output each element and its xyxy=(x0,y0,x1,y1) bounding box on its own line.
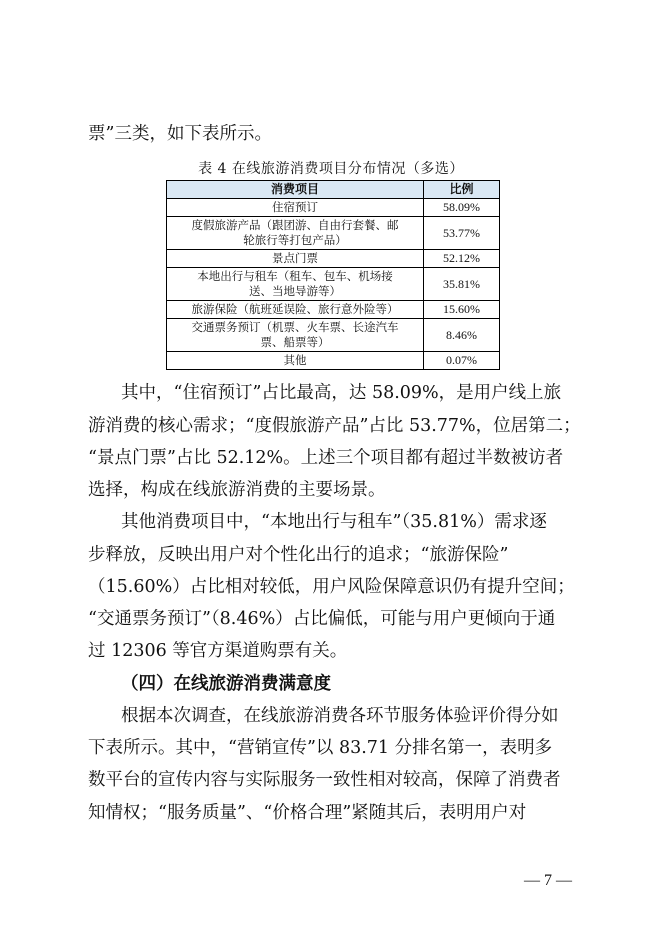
para3-line: 数平台的宣传内容与实际服务一致性相对较高，保障了消费者 xyxy=(88,770,561,790)
consumption-items-table xyxy=(166,180,500,370)
row-ratio: 15.60% xyxy=(424,301,500,319)
table-row xyxy=(167,199,500,217)
para1-line: 其中，“住宿预订”占比最高，达 58.09%，是用户线上旅 xyxy=(121,383,562,403)
section-heading: （四）在线旅游消费满意度 xyxy=(121,674,331,694)
table-row xyxy=(167,319,500,352)
para1-line: 选择，构成在线旅游消费的主要场景。 xyxy=(88,480,386,500)
para2-line: 过 12306 等官方渠道购票有关。 xyxy=(88,641,348,661)
para2-line: （15.60%）占比相对较低，用户风险保障意识仍有提升空间； xyxy=(88,577,575,597)
row-item-line2: 送、当地导游等） xyxy=(249,284,341,298)
para2-line: 其他消费项目中，“本地出行与租车”（35.81%）需求逐 xyxy=(121,512,547,532)
table-row xyxy=(167,217,500,250)
table-row xyxy=(167,301,500,319)
intro-line: 票”三类，如下表所示。 xyxy=(88,124,272,144)
row-item xyxy=(167,217,424,250)
row-item-line1: 本地出行与租车（租车、包车、机场接 xyxy=(197,269,393,283)
table-row xyxy=(167,268,500,301)
para1-line: 游消费的核心需求；“度假旅游产品”占比 53.77%，位居第二； xyxy=(88,416,581,436)
table-header-row xyxy=(167,181,500,199)
row-item-line1: 度假旅游产品（跟团游、自由行套餐、邮 xyxy=(191,218,399,232)
page-number: — 7 — xyxy=(524,872,572,889)
row-item-line1: 交通票务预订（机票、火车票、长途汽车 xyxy=(191,320,399,334)
row-ratio: 0.07% xyxy=(424,352,500,370)
row-item xyxy=(167,268,424,301)
header-item: 消费项目 xyxy=(167,181,424,199)
row-item: 住宿预订 xyxy=(167,199,424,217)
row-item: 旅游保险（航班延误险、旅行意外险等） xyxy=(167,301,424,319)
row-item-line2: 票、船票等） xyxy=(260,335,330,349)
row-item-line2: 轮旅行等打包产品） xyxy=(243,233,347,247)
header-ratio: 比例 xyxy=(424,181,500,199)
row-ratio: 58.09% xyxy=(424,199,500,217)
row-item: 景点门票 xyxy=(167,250,424,268)
row-item: 其他 xyxy=(167,352,424,370)
row-ratio: 8.46% xyxy=(424,319,500,352)
table-caption: 表 4 在线旅游消费项目分布情况（多选） xyxy=(198,161,464,177)
para3-line: 下表所示。其中，“营销宣传”以 83.71 分排名第一，表明多 xyxy=(88,738,553,758)
para1-line: “景点门票”占比 52.12%。上述三个项目都有超过半数被访者 xyxy=(88,448,564,468)
table-row xyxy=(167,250,500,268)
para3-line: 根据本次调查，在线旅游消费各环节服务体验评价得分如 xyxy=(121,706,559,726)
para2-line: “交通票务预订”（8.46%）占比偏低，可能与用户更倾向于通 xyxy=(88,609,556,629)
row-ratio: 53.77% xyxy=(424,217,500,250)
row-ratio: 35.81% xyxy=(424,268,500,301)
para3-line: 知情权；“服务质量”、“价格合理”紧随其后，表明用户对 xyxy=(88,803,527,823)
para2-line: 步释放，反映出用户对个性化出行的追求；“旅游保险” xyxy=(88,545,509,565)
row-ratio: 52.12% xyxy=(424,250,500,268)
table-row xyxy=(167,352,500,370)
row-item xyxy=(167,319,424,352)
